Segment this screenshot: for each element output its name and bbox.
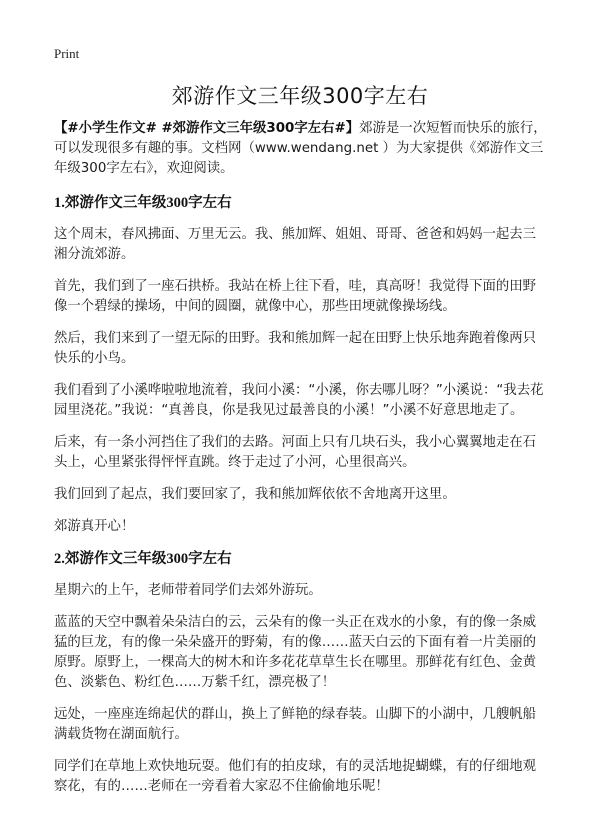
section-2-paragraph: 蓝蓝的天空中飘着朵朵洁白的云，云朵有的像一头正在戏水的小象，有的像一条威猛的巨龙，有的像一朵朵盛开的野菊，有的像……蓝天白云的下面有着一片美丽的原野。原野上，一棵高大的树木和许多花花草草生长在哪里。那鲜花有红色、金黄色、淡紫色、粉红色……万紫千红，漂亮极了！ — [54, 615, 537, 690]
section-2-heading: 2.郊游作文三年级300字左右 — [54, 551, 232, 567]
section-1-paragraph: 郊游真开心！ — [54, 519, 135, 534]
section-2-paragraph: 远处，一座座连绵起伏的群山，换上了鲜艳的绿春装。山脚下的小湖中，几艘帆船满载货物在湖面航行。 — [54, 707, 537, 742]
section-1-paragraph: 首先，我们到了一座石拱桥。我站在桥上往下看，哇，真高呀！我觉得下面的田野像一个碧绿的操场，中间的圆圈，就像中心，那些田埂就像操场线。 — [54, 279, 537, 314]
page-title: 郊游作文三年级300字左右 — [171, 84, 429, 108]
section-1-paragraph: 我们回到了起点，我们要回家了，我和熊加辉依依不舍地离开这里。 — [54, 487, 456, 502]
print-link[interactable]: Print — [54, 46, 80, 61]
section-1-paragraph: 我们看到了小溪哗啦啦地流着，我问小溪：“小溪，你去哪儿呀？”小溪说：“我去花园里浇花。”我说：“真善良，你是我见过最善良的小溪！”小溪不好意思地走了。 — [54, 383, 544, 418]
section-1-paragraph: 这个周末，春风拂面、万里无云。我、熊加辉、姐姐、哥哥、爸爸和妈妈一起去三湘分流郊游。 — [54, 227, 537, 262]
intro-tag: 【#小学生作文# #郊游作文三年级300字左右#】 — [54, 121, 360, 136]
section-2-paragraph: 星期六的上午，老师带着同学们去郊外游玩。 — [54, 583, 322, 598]
section-2-paragraph: 同学们在草地上欢快地玩耍。他们有的拍皮球，有的灵活地捉蝴蝶，有的仔细地观察花，有的……老师在一旁看着大家忍不住偷偷地乐呢！ — [54, 759, 537, 794]
section-1-paragraph: 然后，我们来到了一望无际的田野。我和熊加辉一起在田野上快乐地奔跑着像两只快乐的小鸟。 — [54, 331, 537, 366]
intro-paragraph — [54, 119, 548, 179]
section-1-heading: 1.郊游作文三年级300字左右 — [54, 195, 232, 211]
section-1-paragraph: 后来，有一条小河挡住了我们的去路。河面上只有几块石头，我小心翼翼地走在石头上，心里紧张得怦怦直跳。终于走过了小河，心里很高兴。 — [54, 435, 537, 470]
intro-text: 郊游是一次短暂而快乐的旅行，可以发现很多有趣的事。文档网（www.wendang.net ）为大家提供《郊游作文三年级300字左右》，欢迎阅读。 — [54, 121, 547, 176]
article-body — [54, 119, 548, 809]
